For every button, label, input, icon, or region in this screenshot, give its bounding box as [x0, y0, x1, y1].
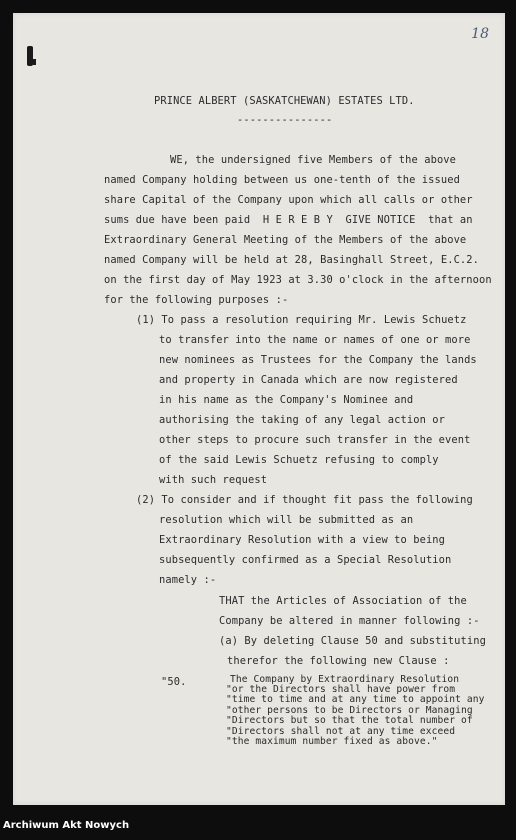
text-line: new nominees as Trustees for the Company the lands [159, 354, 477, 366]
text-line: "Directors shall not at any time exceed [226, 726, 456, 737]
page-number: 18 [471, 26, 489, 42]
text-line: (a) By deleting Clause 50 and substituting [219, 635, 486, 647]
text-line: of the said Lewis Schuetz refusing to comply [159, 454, 439, 466]
text-line: named Company holding between us one-tenth of the issued [104, 174, 460, 186]
text-line: "the maximum number fixed as above." [226, 736, 438, 747]
punch-hole-mark-tail [33, 59, 36, 65]
clause-number: "50. [161, 676, 187, 688]
text-line: "time to time and at any time to appoint any [226, 694, 485, 705]
text-line: resolution which will be submitted as an [159, 514, 414, 526]
title-underline: --------------- [237, 114, 333, 126]
archive-name: Archiwum Akt Nowych [3, 820, 130, 831]
text-line: therefor the following new Clause : [227, 655, 450, 667]
text-line: with such request [159, 474, 268, 486]
text-line: subsequently confirmed as a Special Resolution [159, 554, 452, 566]
text-line: sums due have been paid H E R E B Y GIVE NOTICE that an [104, 214, 473, 226]
text-line: authorising the taking of any legal action or [159, 414, 446, 426]
text-line: share Capital of the Company upon which all calls or other [104, 194, 473, 206]
text-line: and property in Canada which are now registered [159, 374, 458, 386]
text-line: to transfer into the name or names of one or more [159, 334, 471, 346]
document-page [13, 13, 505, 805]
text-line: namely :- [159, 574, 217, 586]
text-line: "Directors but so that the total number of [226, 715, 473, 726]
text-line: Company be altered in manner following :- [219, 615, 480, 627]
text-line: (1) To pass a resolution requiring Mr. Lewis Schuetz [136, 314, 467, 326]
text-line: (2) To consider and if thought fit pass the following [136, 494, 473, 506]
text-line: Extraordinary General Meeting of the Members of the above [104, 234, 467, 246]
text-line: "or the Directors shall have power from [226, 684, 456, 695]
text-line: Extraordinary Resolution with a view to being [159, 534, 446, 546]
text-line: for the following purposes :- [104, 294, 289, 306]
text-line: on the first day of May 1923 at 3.30 o'clock in the afternoon [104, 274, 492, 286]
text-line: WE, the undersigned five Members of the above [170, 154, 457, 166]
archive-footer [0, 805, 516, 840]
text-line: THAT the Articles of Association of the [219, 595, 467, 607]
text-line: in his name as the Company's Nominee and [159, 394, 414, 406]
text-line: named Company will be held at 28, Basinghall Street, E.C.2. [104, 254, 479, 266]
text-line: The Company by Extraordinary Resolution [230, 674, 460, 685]
text-line: "other persons to be Directors or Managing [226, 705, 473, 716]
text-line: other steps to procure such transfer in the event [159, 434, 471, 446]
document-title: PRINCE ALBERT (SASKATCHEWAN) ESTATES LTD. [154, 95, 415, 107]
